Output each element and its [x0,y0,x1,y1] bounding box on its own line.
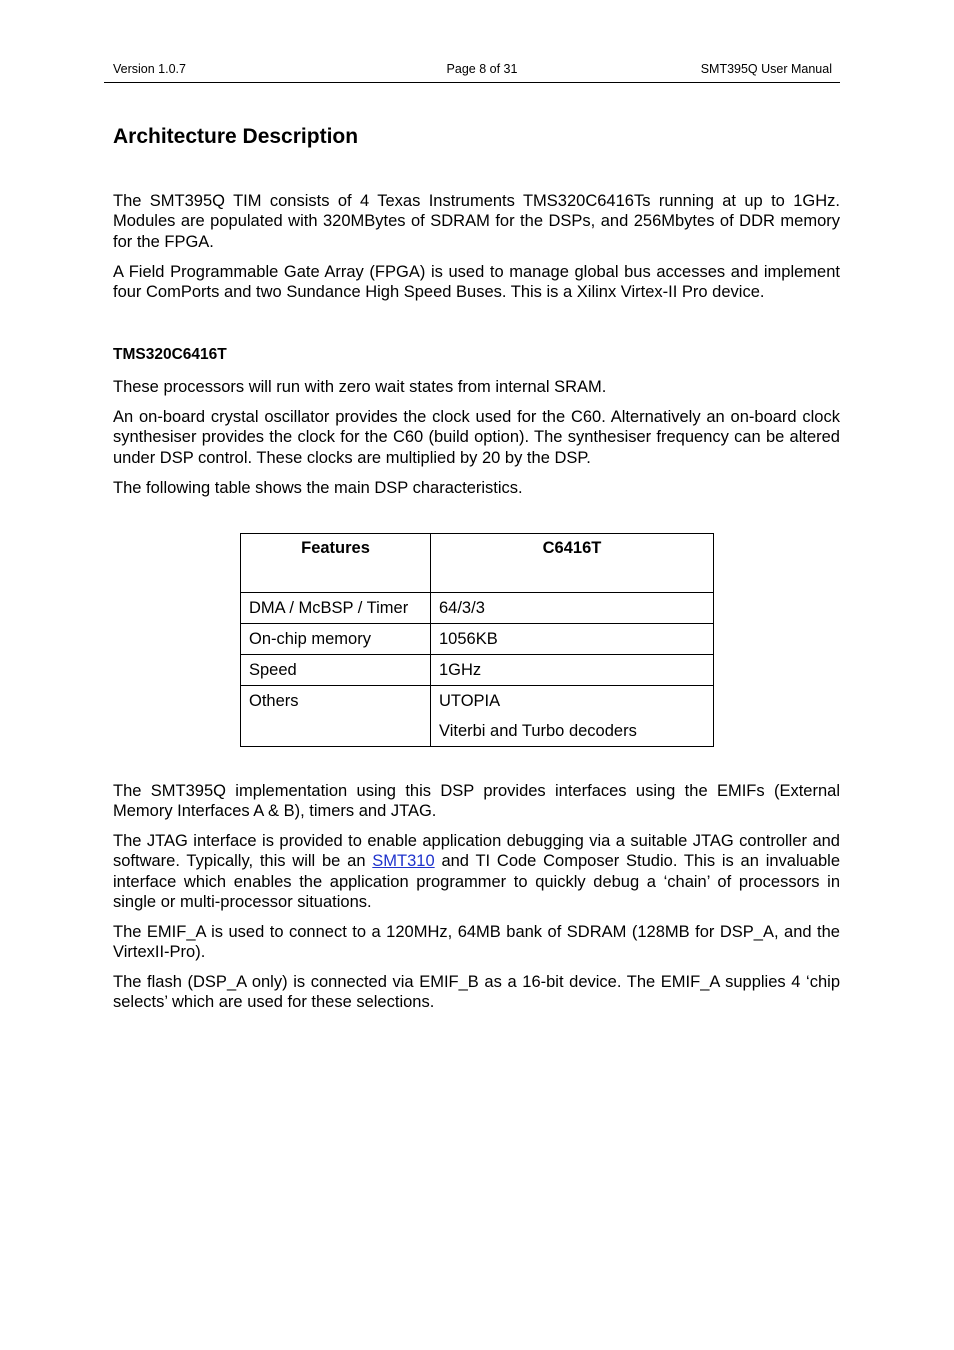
header-version: Version 1.0.7 [113,62,186,76]
table-row [241,655,714,686]
paragraph-flash: The flash (DSP_A only) is connected via EMIF_B as a 16-bit device. The EMIF_A supplies 4 ‘chip selects’ which are used for these selections. [113,973,840,1012]
table-row [241,686,714,747]
table-cell: DMA / McBSP / Timer [241,593,431,624]
paragraph-emif-interfaces: The SMT395Q implementation using this DSP provides interfaces using the EMIFs (External Memory Interfaces A & B), timers and JTAG. [113,782,840,821]
paragraph-overview: The SMT395Q TIM consists of 4 Texas Instruments TMS320C6416Ts running at up to 1GHz. Modules are populated with 320MBytes of SDRAM for the DSPs, and 256Mbytes of DDR memory for the FPGA. [113,192,840,251]
table-cell: Others [241,686,431,747]
header-manual-title: SMT395Q User Manual [700,62,832,76]
table-cell-line: Viterbi and Turbo decoders [439,722,637,740]
paragraph-fpga: A Field Programmable Gate Array (FPGA) is used to manage global bus accesses and implement four ComPorts and two Sundance High Speed Buses. This is a Xilinx Virtex-II Pro device. [113,263,840,302]
smt310-link[interactable]: SMT310 [372,852,435,871]
table-cell: On-chip memory [241,624,431,655]
table-cell: 64/3/3 [431,593,714,624]
table-header-c6416t: C6416T [431,534,714,593]
table-cell: 1GHz [431,655,714,686]
page-header [104,58,840,83]
paragraph-emif-a: The EMIF_A is used to connect to a 120MHz, 64MB bank of SDRAM (128MB for DSP_A, and the VirtexII-Pro). [113,923,840,962]
table-row [241,624,714,655]
table-cell-multi [431,686,714,747]
jtag-text-after: and TI Code Composer Studio. This is an invaluable interface which enables the application programmer to quickly debug a ‘chain’ of processors in single or multi-processor situations. [113,852,841,911]
paragraph-jtag [113,831,840,912]
paragraph-clock: An on-board crystal oscillator provides the clock used for the C60. Alternatively an on-board clock synthesiser provides the clock for the C60 (build option). The synthesiser frequency can be altered under DSP control. These clocks are multiplied by 20 by the DSP. [113,408,840,467]
table-header-row [241,534,714,593]
table-header-features: Features [241,534,431,593]
paragraph-table-intro: The following table shows the main DSP characteristics. [113,479,523,497]
header-page-number: Page 8 of 31 [446,62,518,76]
table-cell-line: UTOPIA [439,692,501,710]
jtag-text-before: The JTAG interface is provided to enable application debugging via a suitable JTAG controller and software. Typically, this will be an [113,832,840,871]
paragraph-zero-wait: These processors will run with zero wait states from internal SRAM. [113,378,607,396]
dsp-characteristics-table [240,533,714,747]
section-title: Architecture Description [113,125,359,148]
subsection-title: TMS320C6416T [113,346,227,363]
table-row [241,593,714,624]
table-cell: 1056KB [431,624,714,655]
table-cell: Speed [241,655,431,686]
